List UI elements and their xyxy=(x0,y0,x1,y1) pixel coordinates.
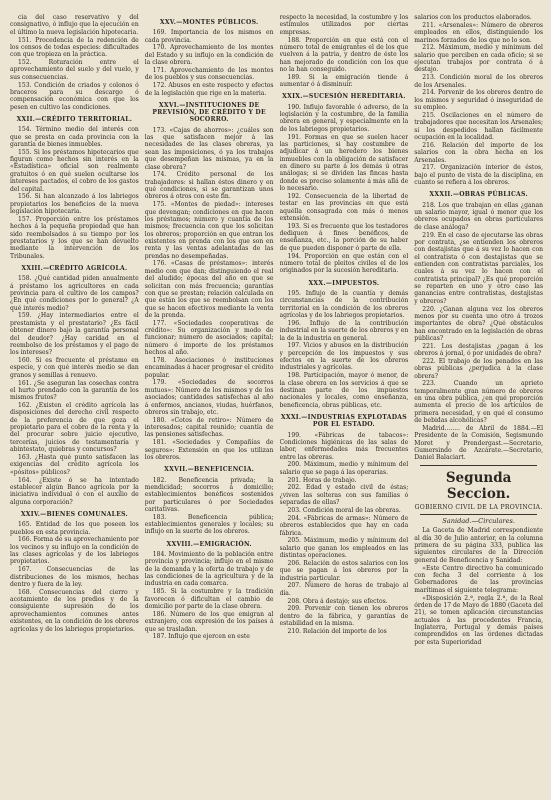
paragraph: 194. Proporción en que están con el número total de pleitos civiles el de los originados por la sucesión hereditaria. xyxy=(279,252,409,275)
text-column-1 xyxy=(10,14,139,794)
paragraph: 162. ¿Existen el crédito agrícola las disposiciones del derecho civil respecto de la preferencia de que goza el propietario para el cobro de la renta y la del procurar sobre juicio ejecutivo, tercerías, juicios de testamentaría y abintestato, quiebras y concursos? xyxy=(10,402,139,454)
paragraph: 169. Importancia de los mismos en cada provincia. xyxy=(144,29,274,44)
section-heading: XXV.—MONTES PÚBLICOS. xyxy=(159,19,259,26)
paragraph: 215. Oscilaciones en el número de trabajadores que necesitan los Arsenales; si los despedidos hallan fácilmente ocupación en la localidad. xyxy=(414,111,543,141)
paragraph: 182. Beneficencia privada; la mendicidad; socorros á domicilio; establecimientos benéficos sostenidos por particulares ó por Sociedades caritativas. xyxy=(144,476,274,513)
paragraph: 187. Influjo que ejercen en este xyxy=(152,633,250,641)
paragraph: 200. Máximum, medio y mínimum del salario que se paga á las operarias. xyxy=(279,461,409,476)
paragraph: «Este Centro directivo ha comunicado con fecha 3 del corriente á los Gobernadores de las provincias marítimas el siguiente telegrama: xyxy=(414,564,543,594)
section-heading: XXXII.—OBRAS PÚBLICAS. xyxy=(429,191,528,199)
paragraph: 161. ¿Se aseguran las cosechas contra el hurto prendado con la garantía de los mismos frutos? xyxy=(10,379,139,402)
paragraph: 153. Condición de criados y colonos ó braceros para su descargo ó compensación económica con que los pesen en cultivo las condiciones. xyxy=(10,81,139,111)
paragraph: 156. Si han alcanzado á los labriegos propietarios los beneficios de la nueva legislación hipotecaria. xyxy=(10,193,139,216)
paragraph: 176. «Casas de préstamos»: interés medio con que dan; distinguiendo el real del aludido; épocas del año en que se solicitan con más frecuencia; garantías con que se prestan; relación calculada en que están los que se reembolsan con los que se hacen efectivos mediante la venta de la prenda. xyxy=(144,260,274,319)
section-heading: XXX.—IMPUESTOS. xyxy=(308,279,380,287)
paragraph: 155. Si los préstamos hipotecarios que figuran como hechos sin interés en la «Estadística» oficial son realmente gratuitos ó en qué suelen ocultarse los intereses pactados, el cobro de los gastos del capital. xyxy=(10,148,139,193)
subsection-heading: Sanidad.—Circulares. xyxy=(442,517,515,526)
paragraph: 180. «Cotos de retiro»: Número de interesados; capital reunido; cuantía de las pensiones satisfechas. xyxy=(144,416,274,439)
paragraph: 210. Relación del importe de los xyxy=(287,627,387,635)
section-subtitle: GOBIERNO CIVIL DE LA PROVINCIA. xyxy=(414,503,543,511)
paragraph: 216. Relación del importe de los salarios con la obra hecha en los Arsenales. xyxy=(414,141,543,164)
paragraph: cia del caso reservativo y del consignativo, ó influjo que la ejecución en el último la nueva legislación hipotecaria. xyxy=(10,14,139,36)
paragraph: 152. Roturación entre el aprovechamiento del suelo y del vuelo, y sus consecuencias. xyxy=(10,59,139,81)
paragraph: 190. Influjo favorable ó adverso, de la legislación y la costumbre, de la familia obrera en general, y especialmente en la de los labriegos propietarios. xyxy=(279,103,409,133)
text-column-3 xyxy=(280,14,409,794)
paragraph: 186. Número de los que emigran al extranjero, con expresión de los países á que se trasladan. xyxy=(144,610,274,633)
paragraph: 184. Movimiento de la población entre provincia y provincia; influjo en el mismo de la demanda y la oferta de trabajo y de las condiciones de la agricultura y de la industria en cada comarca. xyxy=(144,551,274,588)
paragraph: 188. Proporción en que está con el número total de emigrantes el de los que vuelven á la patria, y dentro de éste los han mejorado de condición con los que no la han conseguido. xyxy=(279,36,409,73)
paragraph: 195. Influjo de la cuantía y demás circunstancias de la contribución territorial en la condición de los obreros agrícolas y de los labriegos propietarios. xyxy=(279,289,409,319)
paragraph: 158. ¿Qué cantidad piden anualmente á préstamo los agricultores en cada provincia para el cultivo de los campos? ¿En qué condiciones por lo general? ¿A qué interés medio? xyxy=(10,275,139,312)
section-heading: XXVI.—INSTITUCIONES DE PREVISIÓN, DE CRÉDITO Y DE SOCORRO. xyxy=(152,101,266,124)
paragraph: La Gaceta de Madrid correspondiente al día 30 de Julio anterior, en la columna primera de su página 333, publica las siguientes circulares de la Dirección general de Beneficencia y Sanidad: xyxy=(414,527,543,564)
paragraph: 174. Crédito personal de los trabajadores: si hallan éstos dinero y en qué condiciones, si se garantizan unos obreros á otros con este fin. xyxy=(144,171,274,201)
paragraph: 197. Vicios y abusos en la distribución y percepción de los impuestos y sus efectos en la suerte de los obreros industriales y agrícolas. xyxy=(279,342,409,372)
paragraph: 175. «Montes de piedad»: intereses que devengan; condiciones en que hacen los préstamos; número y cuantía de los mismos; frecuencia con que los solicitan los obreros; proporción en que entran los existentes en prenda con los que son en renta y las ventas adelantadas de las prendas no desempeñadas. xyxy=(144,201,274,260)
paragraph: 198. Participación, mayor ó menor, de la clase obrera en los servicios á que se destinan parte de los impuestos nacionales y locales, como enseñanza, beneficencia, obras públicas, etc. xyxy=(279,372,409,409)
paragraph: 154. Término medio del interés con que se presta en cada provincia con la garantía de bienes inmuebles. xyxy=(10,126,139,148)
paragraph: 173. «Cajas de ahorros»: ¿cuáles son las que satisfacen mejor á las necesidades de las clases obreras, ya sean las imposiciones, ó ya los trabajos que desempeñan las mismas, ya en la clase obrera? xyxy=(144,126,274,171)
paragraph: 160. Si es frecuente el préstamo en especie, y con qué interés medio se dan granos y semillas á renuevo. xyxy=(10,357,139,379)
paragraph: 196. Influjo de la contribución industrial en la suerte de los obreros y en la de la industria en general. xyxy=(279,319,409,342)
paragraph: 189. Si la emigración tiende á aumentar ó á disminuir. xyxy=(279,73,409,89)
text-column-4 xyxy=(414,14,543,794)
paragraph: 178. Asociaciones ó instituciones encaminadas á hacer progresar el crédito popular. xyxy=(144,356,274,379)
paragraph: 170. Aprovechamiento de los montes del Estado y su influjo en la condición de la clase obrera. xyxy=(144,44,274,67)
paragraph: «Disposición 2.ª, regla 2.ª, de la Real órden de 17 de Mayo de 1880 (Gaceta del 21), se tomen aplicación circunstancias actuales á las procedentes Francia, Inglaterra, Portugal y demás países comprendidos en las órdenes dictadas por esta Superioridad xyxy=(414,594,543,646)
paragraph: Madrid........ de Abril de 1884.—El Presidente de la Comisión, Segismundo Moret y Prendergast.—Secretario, Gumersindo de Azcárate.—Secretario, Daniel Balaciart. xyxy=(414,425,543,462)
section-heading: XXII.—CRÉDITO TERRITORIAL. xyxy=(16,115,133,123)
paragraph: respecto la necesidad, la costumbre y los estímulos utilizados por ciertas empresas. xyxy=(279,14,409,36)
paragraph: 157. Proporción entre los préstamos hechos á la pequeña propiedad que han sido reembolsados á su tiempo por los prestatarios y los que se han devuelto mediante la intervención de los Tribunales. xyxy=(10,215,139,260)
paragraph: 185. Si la costumbre y la tradición favorecen ó dificultan el cambio de domicilio por parte de la clase obrera. xyxy=(144,588,274,610)
paragraph: 172. Abusos en este respecto y efectos de la legislación que rige en la materia. xyxy=(144,82,274,97)
section-divider xyxy=(420,465,537,466)
paragraph: 204. «Fábricas de armas»: Número de obreros establecidos que hay en cada fábrica. xyxy=(279,514,409,537)
section-title: Segunda Seccion. xyxy=(445,469,512,502)
paragraph: 164. ¿Existe ó se ha intentado establecer algún Banco agrícola por la iniciativa individual ó con el auxilio de alguna corporación? xyxy=(10,476,139,506)
paragraph: 163. ¿Hasta qué punto satisfacen las exigencias del crédito agrícola los «pósitos» públicos? xyxy=(10,454,139,476)
paragraph: 207. Número de horas de trabajo al día. xyxy=(279,582,409,597)
paragraph: 205. Máximum, medio y mínimum del salario que ganan los empleados en las distintas operaciones. xyxy=(279,537,409,560)
paragraph: salarios con los productos elaborados. xyxy=(414,14,532,21)
paragraph: 217. Organización interior de éstos, bajo el punto de vista de la disciplina, en cuanto se refiera á los obreros. xyxy=(414,164,543,187)
paragraph: 179. «Sociedades de socorros mutuos»: Número de los mismos y de los asociados; cantidades satisfechas al año á enfermos, ancianos, viudas, huérfanos, obreros sin trabajo, etc. xyxy=(144,379,274,416)
paragraph: 183. Beneficencia pública; establecimientos generales y locales; su influjo en la suerte de los obreros. xyxy=(144,513,274,536)
paragraph: 223. Cuando un aprieto temporalmente gran número de obreros en una obra pública, ¿en qué proporción aumenta el precio de los artículos de primera necesidad, y en qué el consumo de bebidas alcohólicas? xyxy=(414,380,543,425)
paragraph: 167. Consecuencias de las distribuciones de los mismos, hechas dentro y fuera de la ley. xyxy=(10,566,139,588)
section-heading: XXVII.—BENEFICENCIA. xyxy=(164,466,255,474)
section-heading: XXIX.—SUCESIÓN HEREDITARIA. xyxy=(282,93,406,101)
paragraph: 151. Procedencia de la redención de los censos de todas especies: dificultades con que tropieza en la práctica. xyxy=(10,36,139,59)
paragraph: 201. Horas de trabajo. xyxy=(287,476,357,484)
paragraph: 165. Entidad de los que poseen los pueblos en esta provincia. xyxy=(10,521,139,536)
paragraph: 222. El trabajo de los penados en las obras públicas ¿perjudica á la clase obrera? xyxy=(414,357,543,380)
paragraph: 181. «Sociedades y Compañías de seguros»: Extensión en que los utilizan los obreros. xyxy=(144,439,274,461)
paragraph: 193. Si es frecuente que los testadores dediquen á fines benéficos, de enseñanza, etc., la porción de su haber de que pueden disponer ó parte de ella. xyxy=(279,222,409,252)
paragraph: 219. En el caso de ejecutarse las obras por contrata, ¿se entienden los obreros con destajistas que á su vez lo hacen con el contratista ó con destajistas que se entienden con contratistas parciales, los cuales á su vez lo hacen con el contratista principal? ¿Es qué proporción se reparten en uno y otro caso las ganancias entre contratistas, destajistas y obreros? xyxy=(414,231,543,305)
paragraph: 168. Consecuencias del cierro y acotamiento de los predios y de la consiguiente supresión de los aprovechamientos comunes antes existentes, en la condición de los obreros agrícolas y de los labriegos propietarios. xyxy=(10,588,139,633)
text-column-2 xyxy=(145,14,274,794)
paragraph: 206. Relación de estos salarios con los que se pagan á los obreros por la industria particular. xyxy=(279,559,409,582)
section-heading: XXXI.—INDUSTRIAS EXPLOTADAS POR EL ESTADO. xyxy=(280,413,407,429)
section-heading: XXIII.—CRÉDITO AGRÍCOLA. xyxy=(21,264,128,272)
paragraph: 202. Edad y estado civil de éstas; ¿viven las solteras con sus familias ó separadas de ellas? xyxy=(279,484,409,507)
paragraph: 177. «Sociedades cooperativas de crédito»: Su organización y modo de funcionar; número de asociados; capital; número é importe de los préstamos hechos al año. xyxy=(144,319,274,357)
paragraph: 218. Los que trabajan en ellas ¿ganan un salario mayor, igual ó menor que los obreros ocupados en obras particulares de clase análoga? xyxy=(414,201,543,231)
paragraph: 211. «Arsenales»: Número de obreros empleados en ellos, distinguiendo los marinos forzados de los que no lo son. xyxy=(414,21,543,44)
paragraph: 212. Máximum, medio y mínimum del salario que perciben en cada oficio; si se ejecutan trabajos por contrata ó á destajo. xyxy=(414,44,543,74)
paragraph: 159. ¿Hay intermediarios entre el prestamista y el prestatario? ¿Es fácil obtener dinero bajo la garantía personal del deudor? ¿Hay caridad en el reembolso de los préstamos y el pago de los intereses? xyxy=(10,312,139,357)
paragraph: 209. Porvenir con tienen los obreros dentro de la fábrica, y garantías de estabilidad en la misma. xyxy=(279,605,409,628)
paragraph: 199. «Fábricas de tabacos»: Condiciones higiénicas de las salas de labor, enfermedades más frecuentes entre las obreras. xyxy=(279,431,409,461)
section-heading: XXIV.—BIENES COMUNALES. xyxy=(20,510,128,518)
paragraph: 166. Forma de su aprovechamiento por los vecinos y su influjo en la condición de las clases agrícolas y de los labriegos propietarios. xyxy=(10,536,139,566)
paragraph: 191. Formas en que se suelen hacer las particiones, si hay costumbre de adjudicar á un heredero los bienes inmuebles con la obligación de satisfacer en dinero su parte á los demás ú otras análogas; si se dividen las fincas hasta donde es preciso solamente á más allá de lo necesario. xyxy=(279,133,409,193)
paragraph: 208. Obra á destajo; sus efectos. xyxy=(287,597,388,605)
paragraph: 203. Condición moral de las obreras. xyxy=(287,506,401,514)
paragraph: 220. ¿Ganan alguna vez los obreros menos por su cuenta uno otro á trozos importantes de obra? ¿Qué obstáculos han encontrado en la legislación de obras públicas? xyxy=(414,305,543,342)
paragraph: 214. Porvenir de los obreros dentro de los mismos y seguridad ó inseguridad de su empleo. xyxy=(414,89,543,112)
paragraph: 192. Consecuencia de la libertad de testar en las provincias en que está aquélla consagrada con más ó menos extensión. xyxy=(279,192,409,222)
paragraph: 171. Aprovechamiento de los montes de los pueblos y sus consecuencias. xyxy=(144,67,274,82)
paragraph: 213. Condición moral de los obreros de los Arsenales. xyxy=(414,74,543,89)
section-divider xyxy=(420,514,537,515)
paragraph: 221. Los destajistas ¿pagan á los obreros á jornal, ó por unidades de obra? xyxy=(414,342,543,358)
section-heading: XXVIII.—EMIGRACIÓN. xyxy=(166,540,252,548)
